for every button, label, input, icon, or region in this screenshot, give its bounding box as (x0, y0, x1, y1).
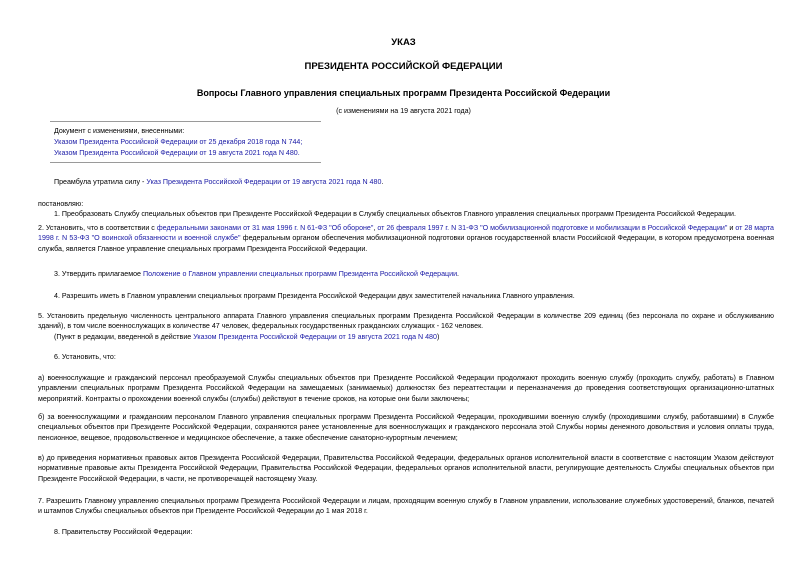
preamble-note (54, 177, 754, 187)
preamble-end: . (381, 178, 384, 186)
paragraph-2 (38, 223, 774, 254)
doc-changes-intro: Документ с изменениями, внесенными: (54, 127, 185, 135)
subparagraph-b: б) за военнослужащими и гражданским персоналом Главного управления специальных программ Президента Российской Федерации, проходившими военную службу (проходившими службу, работавшими) в Службе специальных объектов при Президенте Российской Федерации, сохраняются ранее установленные для военнослужащих и гражданского персонала этой Службы нормы денежного довольствия и условия оплаты труда, пенсионное, вещевое, продовольственное и медицинское обеспечение, а также обеспечение санаторно-курортным лечением; (38, 413, 774, 442)
amendment-link-744[interactable]: Указом Президента Российской Федерации от 25 декабря 2018 года N 744; (54, 138, 303, 146)
paragraph-1: 1. Преобразовать Службу специальных объектов при Президенте Российской Федерации в Службу специальных объектов Главного управления специальных программ Президента Российской Федерации. (54, 210, 736, 218)
preamble-text: Преамбула утратила силу - (54, 178, 147, 186)
p5-note-link[interactable]: Указом Президента Российской Федерации от 19 августа 2021 года N 480 (193, 333, 437, 341)
p3-text: 3. Утвердить прилагаемое (54, 270, 143, 278)
p2-text-2: , (373, 224, 378, 232)
paragraph-4: 4. Разрешить иметь в Главном управлении специальных программ Президента Российской Федерации двух заместителей начальника Главного управления. (54, 292, 575, 300)
divider-top (50, 121, 321, 122)
p2-text-4: федеральным органом обеспечения мобилизационной подготовки органов государственной власти Российской Федерации, в котором предусмотрена военная служба, является Главное управление специальных программ Президента Российской Федерации. (38, 234, 775, 253)
amendment-note: (с изменениями на 19 августа 2021 года) (336, 107, 471, 115)
doc-subject: Вопросы Главного управления специальных программ Президента Российской Федерации (196, 88, 611, 98)
p2-text-3: и (727, 224, 736, 232)
subparagraph-a: а) военнослужащие и гражданский персонал преобразуемой Службы специальных объектов при Президенте Российской Федерации продолжают проходить военную службу (проходить службу, работать) в Главном управлении специальных программ Президента Российской Федерации на замещаемых (занимаемых) должностях без переаттестации и переназначения до проведения соответствующих организационно-штатных мероприятий. Контракты о прохождении военной службы (службы) действуют в течение сроков, на которые они были заключены; (38, 374, 774, 403)
law-link-61fz[interactable]: федеральными законами от 31 мая 1996 г. N 61-ФЗ "Об обороне" (156, 224, 374, 232)
paragraph-8: 8. Правительству Российской Федерации: (54, 528, 193, 536)
paragraph-6: 6. Установить, что: (54, 353, 116, 361)
paragraph-3 (54, 269, 774, 279)
decree-word: постановляю: (38, 200, 84, 208)
paragraph-5: 5. Установить предельную численность центрального аппарата Главного управления специальных программ Президента Российской Федерации в количестве 209 единиц (без персонала по охране и обслуживанию зданий), в том числе военнослужащих в количестве 47 человек, федеральных государственных гражданских служащих - 162 человек. (38, 312, 774, 331)
law-link-31fz[interactable]: от 26 февраля 1997 г. N 31-ФЗ "О мобилизационной подготовке и мобилизации в Российской Федерации" (377, 224, 728, 232)
doc-title-president: ПРЕЗИДЕНТА РОССИЙСКОЙ ФЕДЕРАЦИИ (304, 61, 503, 72)
amendment-link-480[interactable]: Указом Президента Российской Федерации от 19 августа 2021 года N 480. (54, 149, 300, 157)
paragraph-7: 7. Разрешить Главному управлению специальных программ Президента Российской Федерации и лицам, проходящим военную службу в Главном управлении, использование служебных удостоверений, бланков, печатей и штампов Службы специальных объектов при Президенте Российской Федерации до 1 мая 2018 г. (38, 497, 774, 516)
p2-text-1: 2. Установить, что в соответствии с (38, 224, 157, 232)
divider-bottom (50, 162, 321, 163)
subparagraph-v: в) до приведения нормативных правовых актов Президента Российской Федерации, Правительства Российской Федерации, федеральных органов исполнительной власти в соответствие с настоящим Указом действуют нормативные правовые акты Президента Российской Федерации, Правительства Российской Федерации, федеральных органов исполнительной власти, регулирующие деятельность Службы специальных объектов при Президенте Российской Федерации, в части, не противоречащей настоящему Указу. (38, 454, 774, 483)
preamble-link[interactable]: Указ Президента Российской Федерации от 19 августа 2021 года N 480 (146, 178, 382, 186)
p5-note-text: (Пункт в редакции, введенной в действие (54, 333, 194, 341)
doc-title-ukaz: УКАЗ (391, 37, 416, 48)
law-link-53fz[interactable]: от 28 марта 1998 г. N 53-ФЗ "О воинской обязанности и военной службе" (38, 224, 774, 243)
paragraph-5-note (54, 332, 774, 342)
p5-note-end: ) (436, 333, 440, 341)
regulation-link[interactable]: Положение о Главном управлении специальных программ Президента Российской Федерации (142, 270, 458, 278)
p3-end: . (457, 270, 460, 278)
